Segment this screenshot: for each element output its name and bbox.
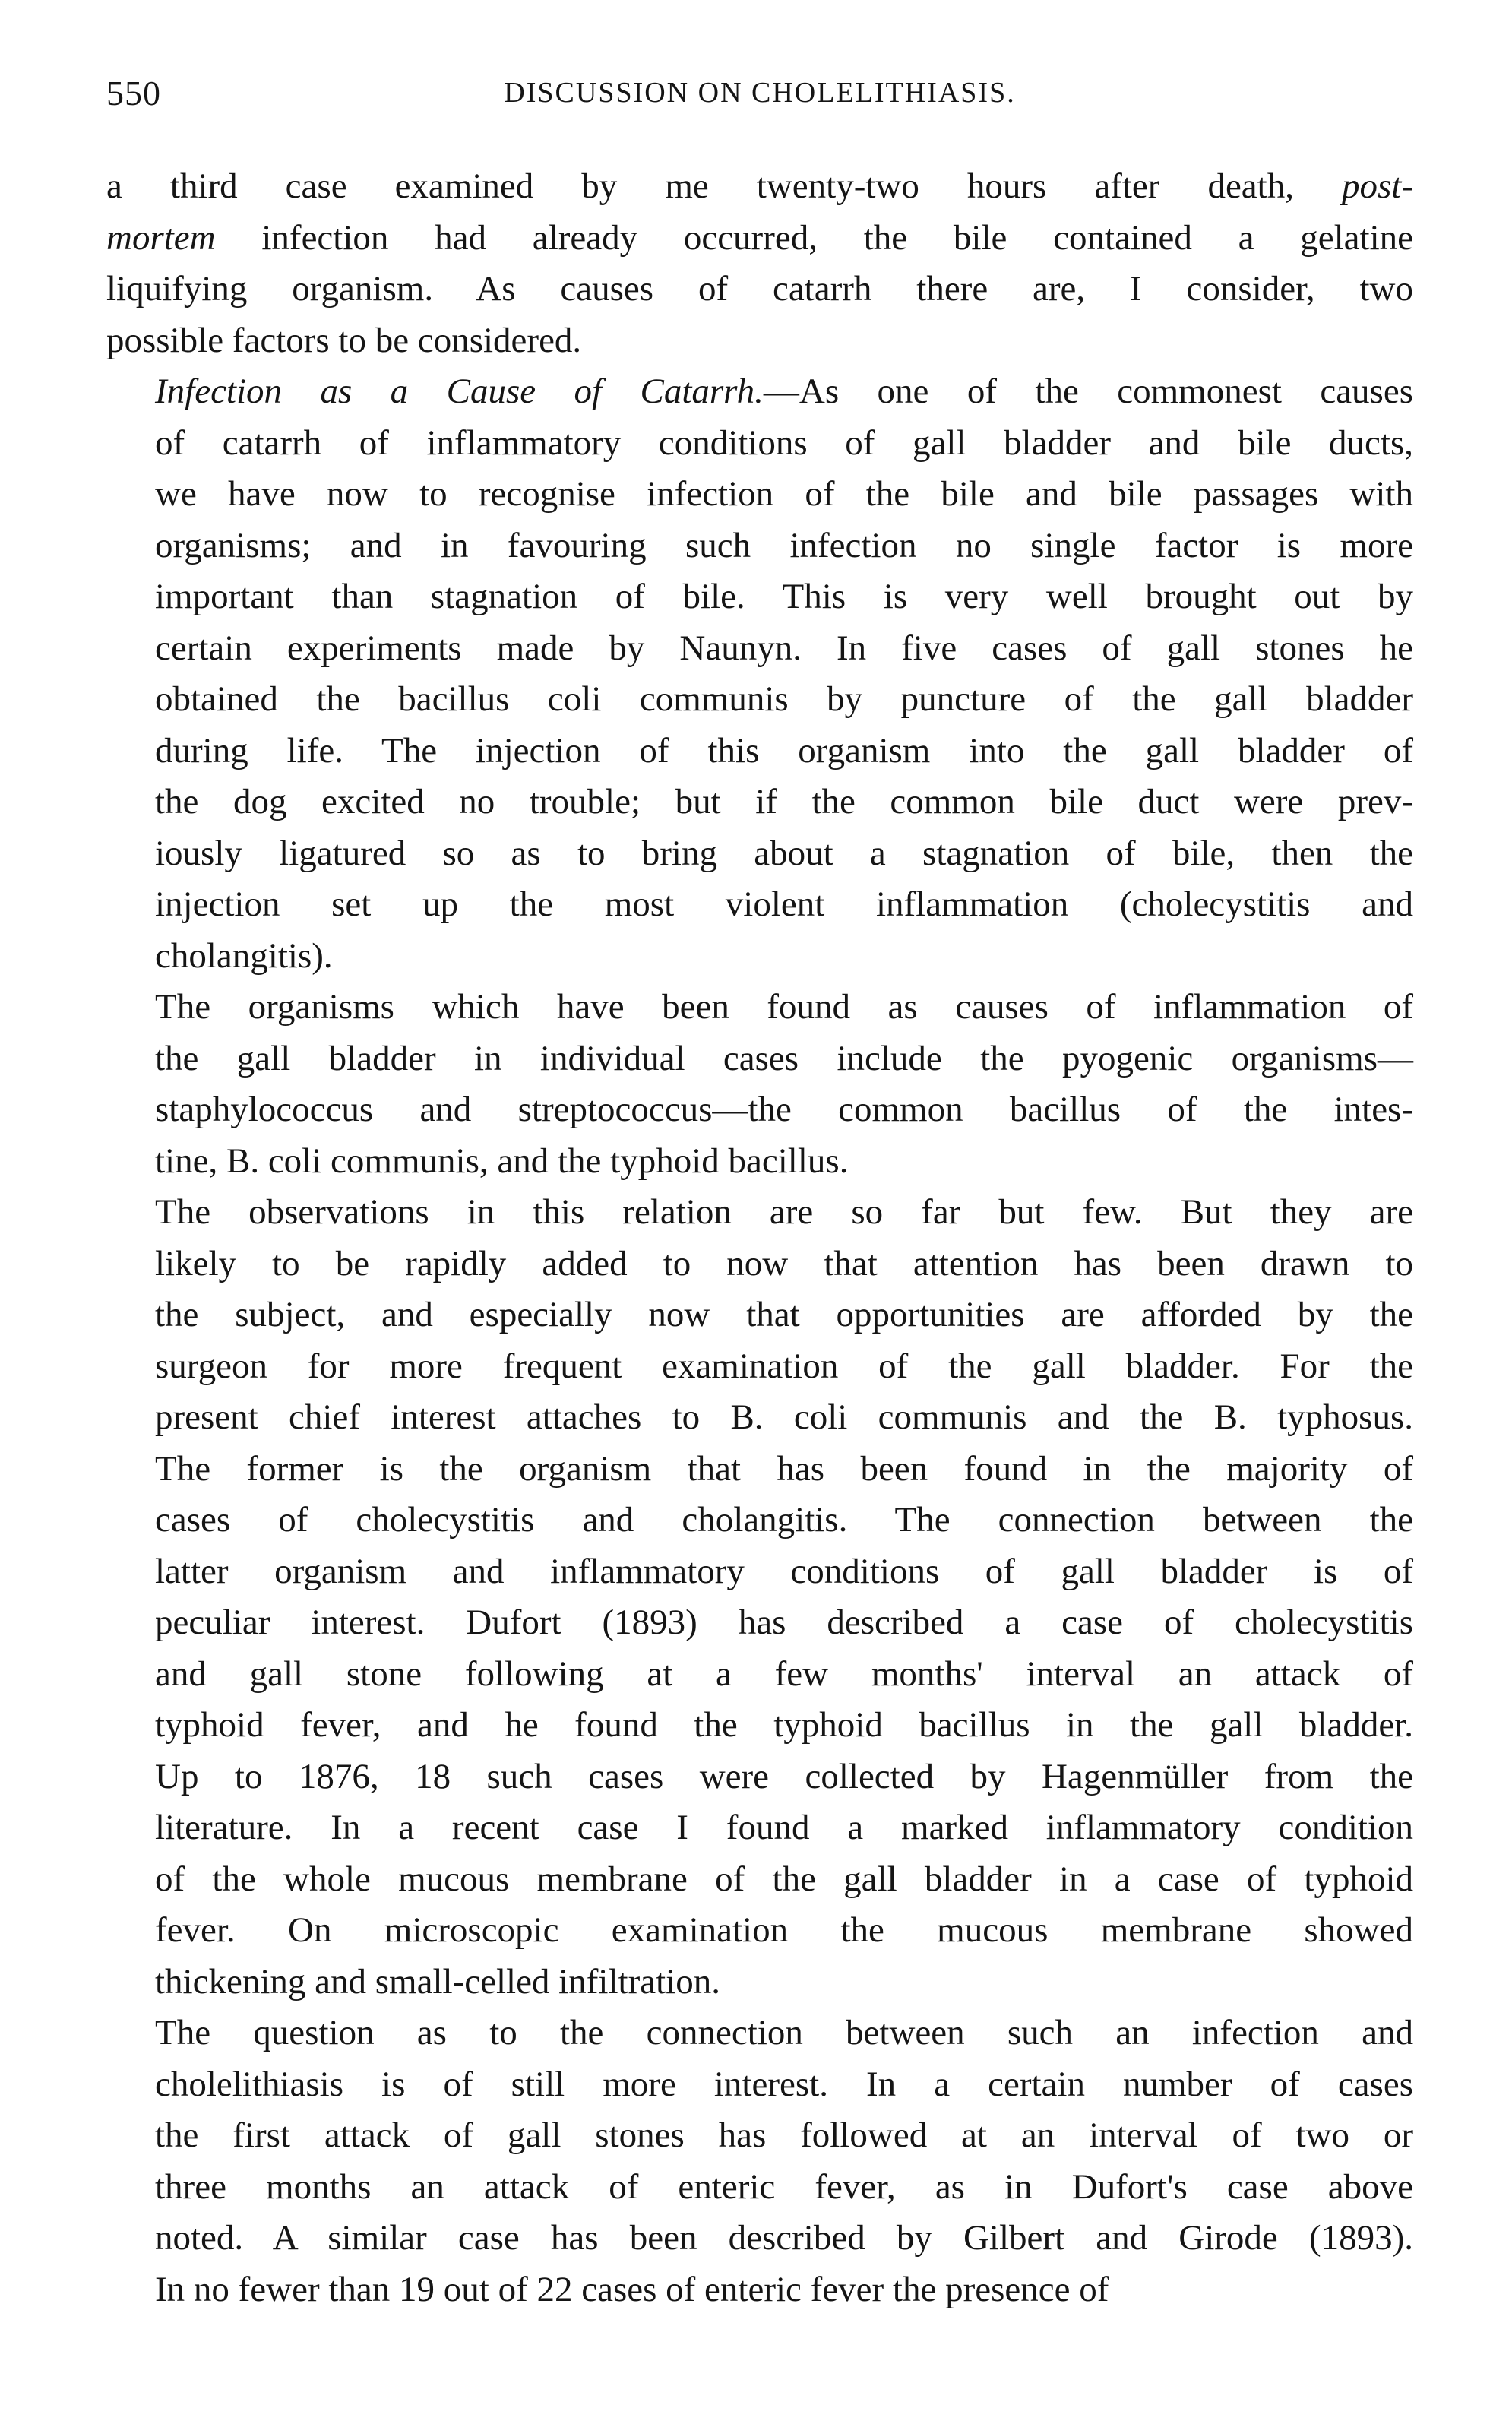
running-head [106, 73, 1413, 134]
line-text: The former is the organism that has been found in the majority of [155, 1448, 1413, 1489]
text-line [106, 2213, 1413, 2264]
text-line [106, 1187, 1413, 1239]
text-line [106, 1341, 1413, 1393]
line-text: staphylococcus and streptococcus—the common bacillus of the intes- [155, 1090, 1413, 1129]
text-line [106, 366, 1413, 418]
text-line [106, 1495, 1413, 1546]
line-text: noted. A similar case has been described by Gilbert and Girode (1893). [155, 2218, 1413, 2258]
line-text: thickening and small-celled infiltration. [155, 1961, 720, 2002]
line-text: injection set up the most violent inflammation (cholecystitis and [155, 884, 1413, 924]
page-number: 550 [106, 74, 161, 112]
line-text: the gall bladder in individual cases include the pyogenic organisms— [155, 1038, 1413, 1078]
text-line [106, 982, 1413, 1033]
line-text: peculiar interest. Dufort (1893) has described a case of cholecystitis [155, 1603, 1413, 1642]
text-line [106, 623, 1413, 675]
text-line [106, 571, 1413, 623]
paragraph [106, 982, 1413, 1187]
text-line [106, 879, 1413, 931]
text-line [106, 1084, 1413, 1136]
paragraph [106, 2008, 1413, 2315]
text-line [106, 674, 1413, 726]
line-text: during life. The injection of this organism into the gall bladder of [155, 730, 1413, 771]
text-line [106, 1752, 1413, 1803]
text-line [106, 1033, 1413, 1085]
line-text: possible factors to be considered. [106, 320, 582, 360]
text-line [106, 931, 1413, 983]
italic-text: Infection as a Cause of Catarrh. [155, 372, 764, 411]
italic-text: post- [1342, 166, 1413, 206]
text-line [106, 469, 1413, 521]
book-page [106, 73, 1413, 2315]
text-line [106, 1444, 1413, 1495]
text-line [106, 1239, 1413, 1290]
text-line [106, 2110, 1413, 2162]
line-text: organisms; and in favouring such infection no single factor is more [155, 525, 1413, 565]
text-line [106, 828, 1413, 880]
line-text: The organisms which have been found as causes of inflammation of [155, 987, 1413, 1027]
line-text: literature. In a recent case I found a marked inflammatory condition [155, 1808, 1413, 1847]
text-line [106, 2264, 1413, 2316]
line-text: and gall stone following at a few months' interval an attack of [155, 1653, 1413, 1694]
italic-text: mortem [106, 217, 216, 258]
line-text: cholangitis). [155, 935, 333, 976]
line-text: The question as to the connection between such an infection and [155, 2013, 1413, 2052]
paragraph [106, 1187, 1413, 2008]
text-line [106, 2008, 1413, 2059]
line-text: of the whole mucous membrane of the gall bladder in a case of typhoid [155, 1859, 1413, 1899]
line-text: The observations in this relation are so far but few. But they are [155, 1192, 1413, 1232]
line-text: cases of cholecystitis and cholangitis. The connection between the [155, 1500, 1413, 1540]
line-text: surgeon for more frequent examination of the gall bladder. For the [155, 1346, 1413, 1386]
line-text: —As one of the commonest causes [763, 372, 1413, 411]
line-text: the dog excited no trouble; but if the common bile duct were prev- [155, 782, 1413, 821]
line-text: infection had already occurred, the bile contained a gelatine [215, 217, 1413, 258]
line-text: of catarrh of inflammatory conditions of gall bladder and bile ducts, [155, 422, 1413, 463]
running-title: DISCUSSION ON CHOLELITHIASIS. [504, 77, 1016, 109]
line-text: obtained the bacillus coli communis by puncture of the gall bladder [155, 679, 1413, 719]
line-text: a third case examined by me twenty-two hours after death, [106, 166, 1342, 206]
line-text: typhoid fever, and he found the typhoid bacillus in the gall bladder. [155, 1705, 1413, 1745]
paragraph [106, 366, 1413, 982]
line-text: three months an attack of enteric fever, as in Dufort's case above [155, 2166, 1413, 2207]
text-line [106, 264, 1413, 315]
text-line [106, 1957, 1413, 2008]
line-text: the subject, and especially now that opportunities are afforded by the [155, 1295, 1413, 1334]
line-text: likely to be rapidly added to now that attention has been drawn to [155, 1243, 1413, 1283]
line-text: Up to 1876, 18 such cases were collected by Hagenmüller from the [155, 1756, 1413, 1796]
text-line [106, 1854, 1413, 1906]
line-text: present chief interest attaches to B. coli communis and the B. typhosus. [155, 1397, 1413, 1437]
text-line [106, 161, 1413, 213]
line-text: we have now to recognise infection of the bile and bile passages with [155, 474, 1413, 514]
line-text: cholelithiasis is of still more interest. In a certain number of cases [155, 2064, 1413, 2104]
line-text: In no fewer than 19 out of 22 cases of enteric fever the presence of [155, 2269, 1109, 2309]
text-line [106, 1546, 1413, 1598]
text-line [106, 521, 1413, 572]
text-line [106, 2162, 1413, 2214]
text-line [106, 315, 1413, 367]
line-text: latter organism and inflammatory conditions of gall bladder is of [155, 1551, 1413, 1591]
text-line [106, 2059, 1413, 2111]
text-line [106, 213, 1413, 264]
text-line [106, 418, 1413, 470]
text-line [106, 1392, 1413, 1444]
text-line [106, 1136, 1413, 1188]
line-text: important than stagnation of bile. This is very well brought out by [155, 577, 1413, 616]
text-line [106, 1700, 1413, 1752]
line-text: fever. On microscopic examination the mucous membrane showed [155, 1910, 1413, 1950]
text-line [106, 1597, 1413, 1649]
text-line [106, 726, 1413, 777]
line-text: certain experiments made by Naunyn. In five cases of gall stones he [155, 628, 1413, 668]
text-line [106, 1905, 1413, 1957]
paragraph [106, 161, 1413, 366]
line-text: the first attack of gall stones has followed at an interval of two or [155, 2115, 1413, 2155]
line-text: tine, B. coli communis, and the typhoid bacillus. [155, 1141, 849, 1181]
line-text: iously ligatured so as to bring about a stagnation of bile, then the [155, 833, 1413, 873]
text-line [106, 1802, 1413, 1854]
text-line [106, 777, 1413, 828]
body-text [106, 161, 1413, 2315]
line-text: liquifying organism. As causes of catarrh there are, I consider, two [106, 269, 1413, 309]
text-line [106, 1290, 1413, 1341]
text-line [106, 1649, 1413, 1701]
